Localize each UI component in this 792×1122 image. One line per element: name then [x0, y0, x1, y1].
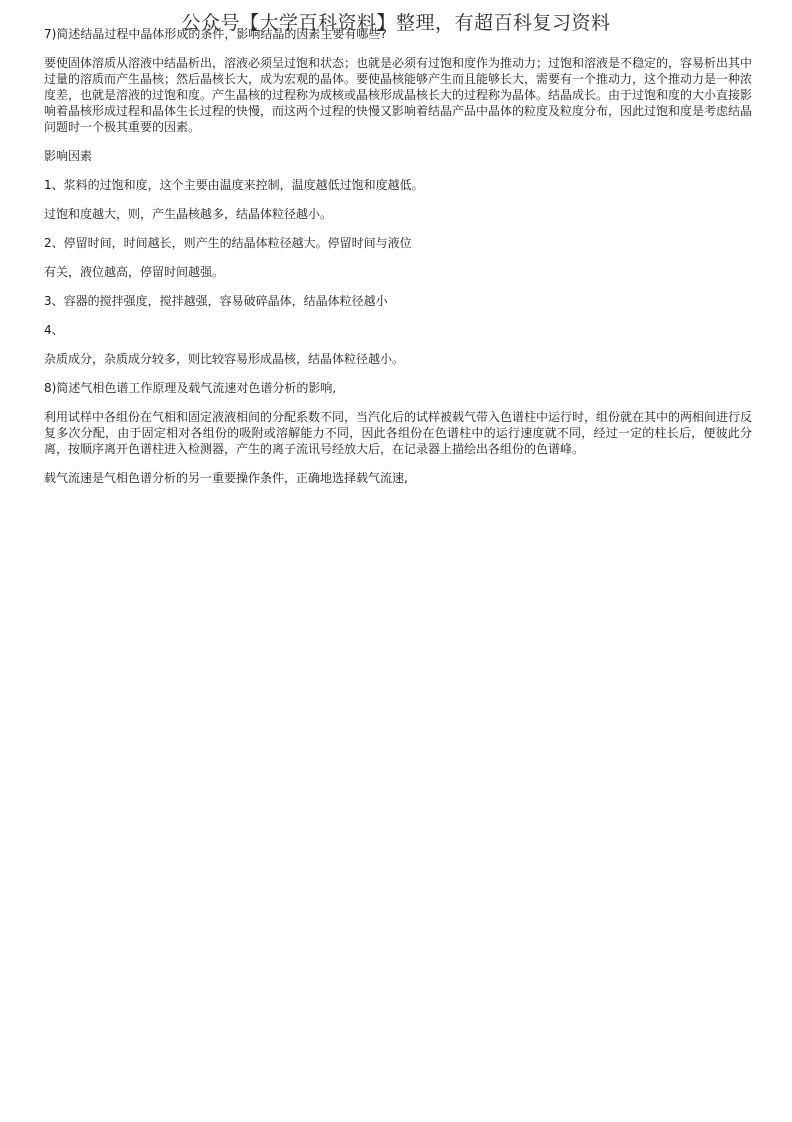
factor-3-text: 3、容器的搅拌强度，搅拌越强，容易破碎晶体，结晶体粒径越小 [44, 294, 388, 308]
factor-2-detail: 有关，液位越高，停留时间越强。 [44, 265, 225, 279]
factor-1-text: 1、浆料的过饱和度，这个主要由温度来控制，温度越低过饱和度越低。 [44, 178, 424, 192]
influencing-factors-heading: 影响因素 [44, 149, 93, 163]
question-8-answer-paragraph: 利用试样中各组份在气相和固定液液相间的分配系数不同，当汽化后的试样被载气带入色谱柱中运行时，组份就在其中的两相间进行反复多次分配，由于固定相对各组份的吸附或溶解能力不同，因此各组份在色谱柱中的运行速度就不同，经过一定的柱长后，便彼此分离，按顺序离开色谱柱进入检测器，产生的离子流讯号经放大后，在记录器上描绘出各组份的色谱峰。 [44, 410, 753, 456]
factor-4-number: 4、 [44, 323, 64, 337]
factor-4-text: 杂质成分，杂质成分较多，则比较容易形成晶核，结晶体粒径越小。 [44, 352, 405, 366]
document-body [44, 26, 752, 499]
factor-1-detail: 过饱和度越大，则，产生晶核越多，结晶体粒径越小。 [44, 207, 333, 221]
carrier-gas-flow-paragraph: 载气流速是气相色谱分析的另一重要操作条件，正确地选择载气流速, [44, 471, 408, 485]
question-7-heading: 7)简述结晶过程中晶体形成的条件，影响结晶的因素主要有哪些? [44, 27, 387, 41]
watermark-header: 公众号【大学百科资料】整理，有超百科复习资料 [181, 12, 611, 34]
question-7-answer-paragraph: 要使固体溶质从溶液中结晶析出，溶液必须呈过饱和状态；也就是必须有过饱和度作为推动力；过饱和溶液是不稳定的，容易析出其中过量的溶质而产生晶核；然后晶核长大，成为宏观的晶体。要使晶核能够产生而且能够长大，需要有一个推动力，这个推动力是一种浓度差，也就是溶液的过饱和度。产生晶核的过程称为成核或晶核形成晶核长大的过程称为晶体。结晶成长。由于过饱和度的大小直接影响着晶核形成过程和晶体生长过程的快慢，而这两个过程的快慢又影响着结晶产品中晶体的粒度及粒度分布，因此过饱和度是考虑结晶问题时一个极其重要的因素。 [44, 56, 753, 134]
question-8-heading: 8)简述气相色谱工作原理及载气流速对色谱分析的影响, [44, 381, 337, 395]
factor-2-text: 2、停留时间，时间越长，则产生的结晶体粒径越大。停留时间与液位 [44, 236, 412, 250]
